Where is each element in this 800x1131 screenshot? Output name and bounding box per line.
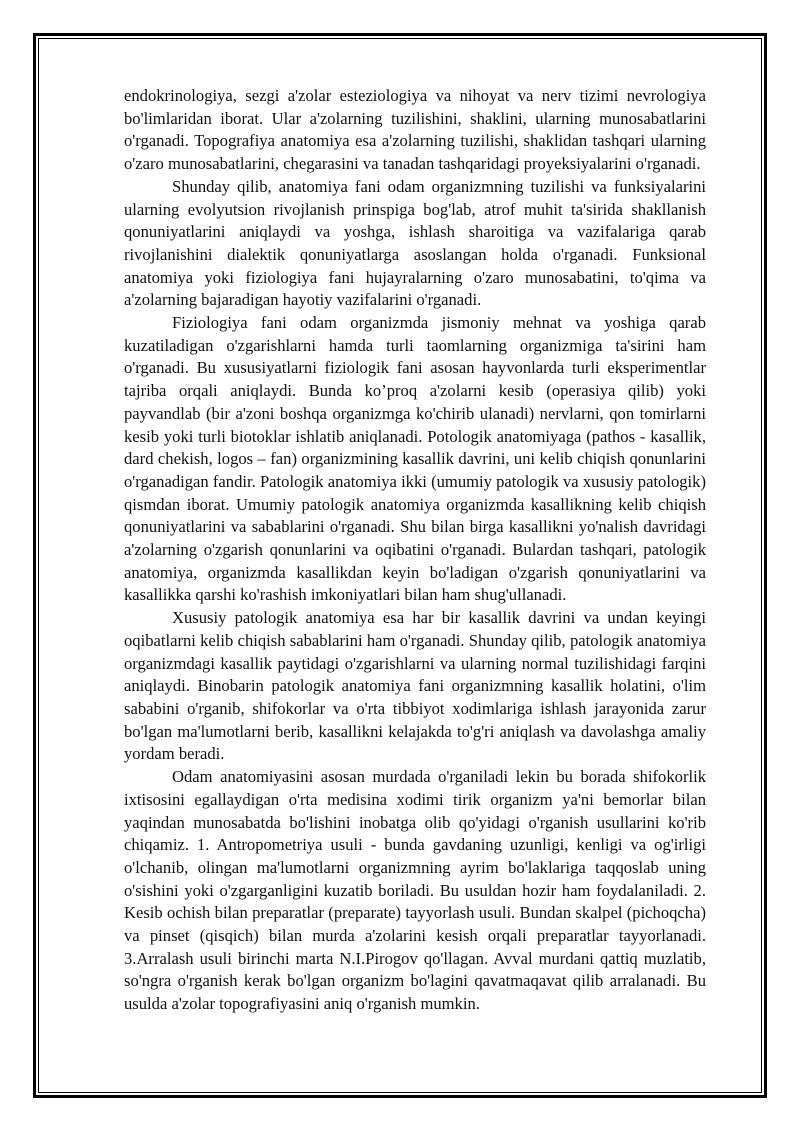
paragraph-4: Xususiy patologik anatomiya esa har bir kasallik davrini va undan keyingi oqibatlarni kelib chiqish sabablarini ham o'rganadi. Shunday qilib, patologik anatomiya organizmdagi kasallik paytidagi o'zgarishlarni va ularning normal tuzilishidagi farqini aniqlaydi. Binobarin patologik anatomiya fani organizmning kasallik holatini, o'lim sababini o'rganib, shifokorlar va o'rta tibbiyot xodimlariga ishlash jarayonida zarur bo'lgan ma'lumotlarni berib, kasallikni kelajakda to'g'ri aniqlash va davolashga amaliy yordam beradi. — [124, 608, 706, 764]
paragraph-2: Shunday qilib, anatomiya fani odam organizmning tuzilishi va funksiyalarini ularning evolyutsion rivojlanish prinspiga bog'lab, atrof muhit ta'sirida shakllanish qonuniyatlarini aniqlaydi va yoshga, ishlash sharoitiga va vazifalariga qarab rivojlanishini dialektik qonuniyatlarga asoslangan holda o'rganadi. Funksional anatomiya yoki fiziologiya fani hujayralarning o'zaro munosabatini, to'qima va a'zolarning bajaradigan hayotiy vazifalarini o'rganadi. — [124, 176, 706, 310]
paragraph-1: endokrinologiya, sezgi a'zolar esteziologiya va nihoyat va nerv tizimi nevrologiya bo'limlaridan iborat. Ular a'zolarning tuzilishini, shaklini, ularning munosabatlarini o'rganadi. Topografiya anatomiya esa a'zolarning tuzilishi, shaklidan tashqari ularning o'zaro munosabatlarini, chegarasini va tanadan tashqaridagi proyeksiyalarini o'rganadi. — [124, 86, 706, 174]
paragraph-5: Odam anatomiyasini asosan murdada o'rganiladi lekin bu borada shifokorlik ixtisosini egallaydigan o'rta medisina xodimi tirik organizm ya'ni bemorlar bilan yaqindan munosabatda bo'lishini inobatga olib qo'yidagi o'rganish usullarini ko'rib chiqamiz. 1. Antropometriya usuli - bunda gavdaning uzunligi, kenligi va og'irligi o'lchanib, olingan ma'lumotlarni organizmning ayrim bo'laklariga taqqoslab uning o'sishini yoki o'zgarganligini kuzatib boriladi. Bu usuldan hozir ham foydalaniladi. 2. Kesib ochish bilan preparatlar (preparate) tayyorlash usuli. Bundan skalpel (pichoqcha) va pinset (qisqich) bilan murda a'zolarini kesish orqali preparatlar tayyorlanadi. 3.Arralash usuli birinchi marta N.I.Pirogov qo'llagan. Avval murdani qattiq muzlatib, so'ngra o'rganish kerak bo'lgan organizm bo'lagini qavatmaqavat qilib arralanadi. Bu usulda a'zolar topografiyasini aniq o'rganish mumkin. — [124, 767, 706, 1014]
paragraph-3: Fiziologiya fani odam organizmda jismoniy mehnat va yoshiga qarab kuzatiladigan o'zgarishlarni hamda turli taomlarning organizmiga ta'sirini ham o'rganadi. Bu xususiyatlarni fiziologik fani asosan hayvonlarda turli eksperimentlar tajriba orqali aniqlaydi. Bunda ko’proq a'zolarni kesib (operasiya qilib) yoki payvandlab (bir a'zoni boshqa organizmga ko'chirib ulanadi) nervlarni, qon tomirlarni kesib yoki turli biotoklar ishlatib aniqlanadi. Potologik anatomiyaga (pathos - kasallik, dard chekish, logos – fan) organizmining kasallik davrini, uni kelib chiqish qonunlarini o'rganadigan fandir. Patologik anatomiya ikki (umumiy patologik va xususiy patologik) qismdan iborat. Umumiy patologik anatomiya organizmda kasallikning kelib chiqish qonuniyatlarini va sabablarini o'rganadi. Shu bilan birga kasallikni yo'nalish davridagi a'zolarning o'zgarish qonunlarini va oqibatini o'rganadi. Bulardan tashqari, patologik anatomiya, organizmda kasallikdan keyin bo'ladigan o'zgarish qonuniyatlarini va kasallikka qarshi ko'rashish imkoniyatlari bilan ham shug'ullanadi. — [124, 313, 706, 605]
document-body — [124, 85, 706, 1016]
